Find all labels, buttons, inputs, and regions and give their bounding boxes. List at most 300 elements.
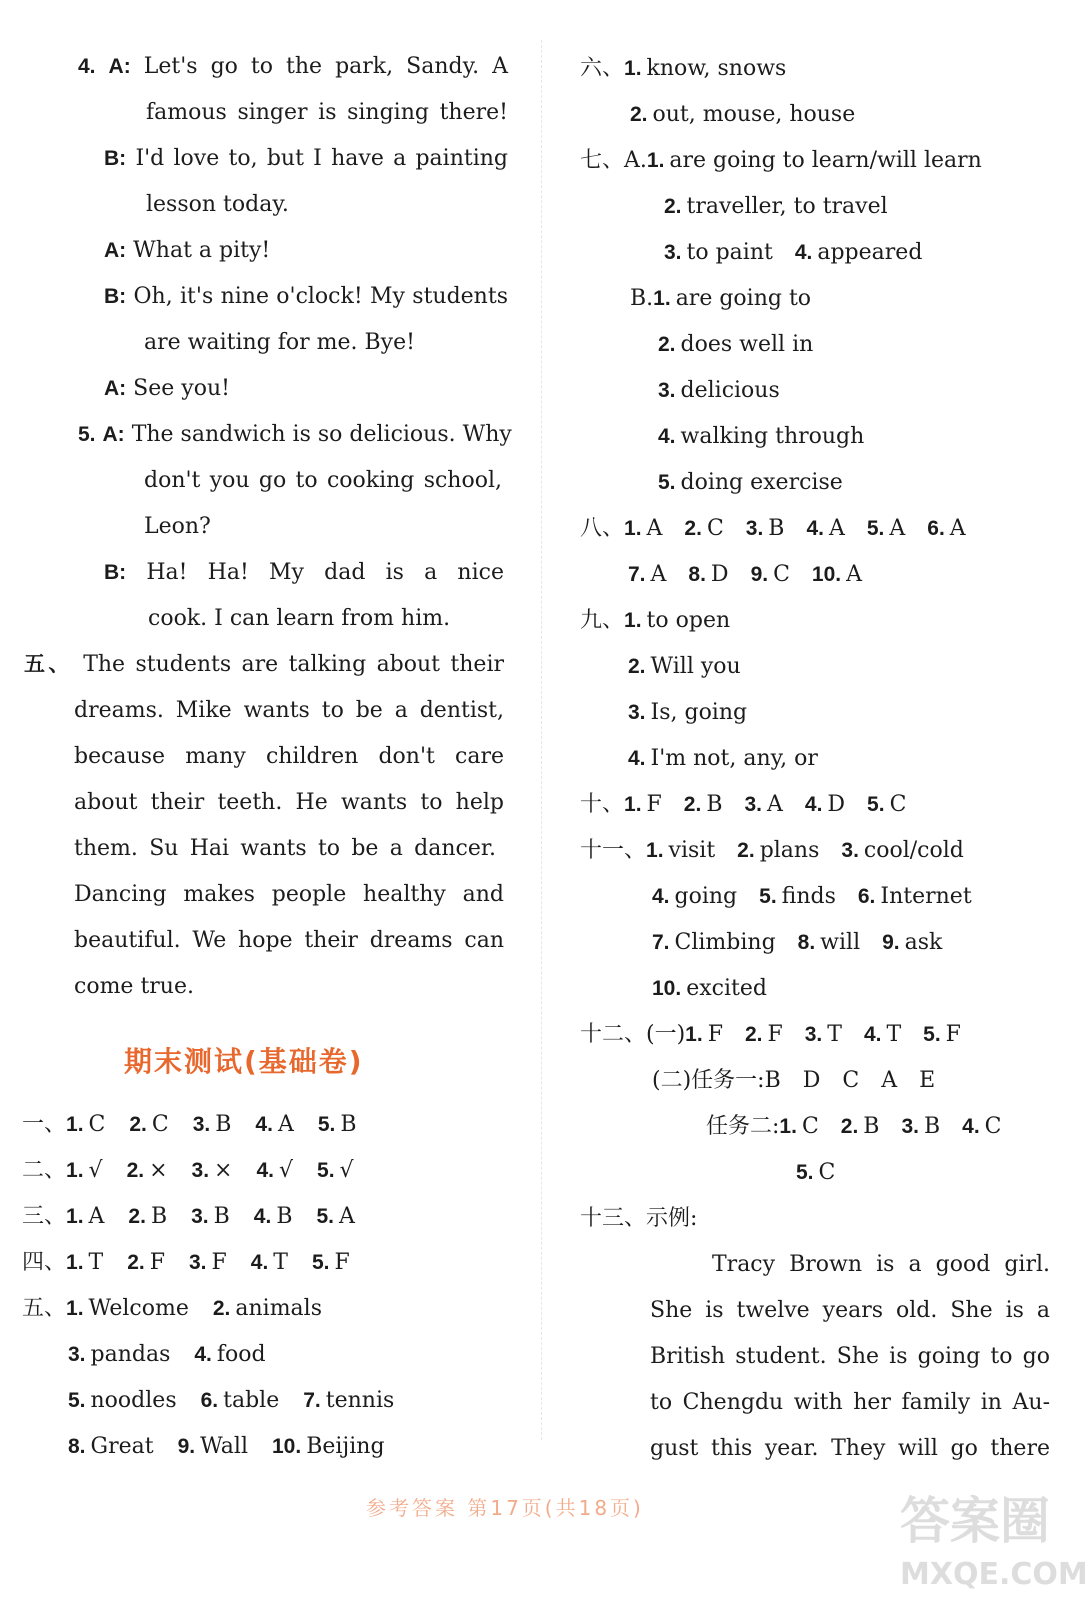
line-text: The sandwich is so delicious. Why xyxy=(131,422,512,447)
section-number: 六、 xyxy=(580,56,625,81)
answer-row xyxy=(580,790,928,820)
answer-item xyxy=(316,1202,354,1232)
answer-number: 2. xyxy=(840,1115,859,1138)
answer-number: 1. xyxy=(779,1115,797,1138)
line-text: The students are talking about their xyxy=(83,652,504,677)
answer-number: 9. xyxy=(177,1435,196,1458)
page-footer: 参考答案 第17页(共18页) xyxy=(366,1496,644,1520)
answer-item xyxy=(751,560,790,590)
answer-text: B xyxy=(863,1114,880,1139)
speaker-label: B: xyxy=(104,561,127,584)
watermark-url: MXQE.COM xyxy=(900,1557,1088,1592)
answer-number: 7. xyxy=(303,1389,321,1412)
answer-number: 1. xyxy=(624,609,642,632)
text-line xyxy=(104,374,230,404)
answer-text: Is, going xyxy=(650,700,748,725)
answer-row xyxy=(796,1158,857,1188)
answer-text: are going to xyxy=(675,286,812,311)
answer-item xyxy=(68,1432,154,1462)
answer-text: out, mouse, house xyxy=(652,102,856,127)
item-number: 4. xyxy=(78,55,96,78)
line-text: about their teeth. He wants to help xyxy=(74,790,504,815)
answer-item xyxy=(624,790,662,820)
answer-text: pandas xyxy=(90,1342,171,1367)
answer-item xyxy=(842,1066,859,1096)
text-line xyxy=(104,236,270,266)
answer-item xyxy=(685,1020,723,1050)
answer-text: Beijing xyxy=(306,1434,385,1459)
section-number: 七、A. xyxy=(580,148,647,173)
answer-number: 5. xyxy=(316,1205,334,1228)
answer-item xyxy=(745,1020,783,1050)
answer-text: T xyxy=(273,1250,288,1275)
answer-text: C xyxy=(801,1114,819,1139)
column-divider xyxy=(541,40,542,1440)
answer-item xyxy=(882,928,942,958)
answer-number: 10. xyxy=(652,977,682,1000)
answer-item xyxy=(624,54,786,84)
section-number: 四、 xyxy=(22,1250,67,1275)
answer-text: Internet xyxy=(880,884,972,909)
answer-text: Will you xyxy=(650,654,741,679)
answer-item xyxy=(178,1432,248,1462)
answer-item xyxy=(128,1202,167,1232)
section-number: 十、 xyxy=(580,792,625,817)
answer-item xyxy=(858,882,972,912)
answer-item xyxy=(737,836,819,866)
answer-item xyxy=(127,1248,165,1278)
answer-number: 1. xyxy=(66,1159,84,1182)
text-line xyxy=(74,972,194,1002)
speaker-label: A: xyxy=(108,55,131,78)
answer-row xyxy=(22,1248,374,1278)
answer-text: table xyxy=(223,1388,280,1413)
answer-number: 1. xyxy=(624,517,642,540)
answer-text: cool/cold xyxy=(863,838,964,863)
answer-item xyxy=(66,1248,103,1278)
answer-item xyxy=(864,1020,901,1050)
line-text: don't you go to cooking school, xyxy=(144,468,502,493)
answer-text: food xyxy=(216,1342,266,1367)
answer-item xyxy=(803,1066,821,1096)
text-line xyxy=(78,420,512,450)
answer-item xyxy=(251,1248,288,1278)
answer-text: C xyxy=(818,1160,836,1185)
answer-row xyxy=(664,238,944,268)
essay-line: Tracy Brown is a good girl. xyxy=(712,1252,1050,1277)
answer-row xyxy=(22,1110,381,1140)
answer-text: C xyxy=(842,1068,860,1093)
answer-number: 3. xyxy=(189,1251,207,1274)
answer-number: 6. xyxy=(200,1389,219,1412)
answer-item xyxy=(213,1294,322,1324)
answer-item xyxy=(628,744,818,774)
answer-text: B xyxy=(213,1204,230,1229)
answer-number: 3. xyxy=(744,793,762,816)
answer-text: walking through xyxy=(680,424,865,449)
answer-item xyxy=(806,514,844,544)
answer-text: plans xyxy=(759,838,820,863)
answer-number: 1. xyxy=(646,149,665,172)
answer-number: 4. xyxy=(794,241,813,264)
answer-number: 9. xyxy=(750,563,769,586)
answer-text: to open xyxy=(646,608,731,633)
answer-text: F xyxy=(707,1022,723,1047)
speaker-label: A: xyxy=(104,239,127,262)
answer-item xyxy=(901,1112,940,1142)
answer-number: 5. xyxy=(658,471,676,494)
answer-text: C xyxy=(984,1114,1002,1139)
section-number: 二、 xyxy=(22,1158,67,1183)
answer-number: 3. xyxy=(804,1023,823,1046)
answer-item xyxy=(688,560,728,590)
answer-number: 10. xyxy=(272,1435,302,1458)
answer-text: appeared xyxy=(817,240,923,265)
line-text: See you! xyxy=(133,376,230,401)
answer-text: excited xyxy=(686,976,767,1001)
section-number: 五、 xyxy=(22,1296,67,1321)
section-number: 八、 xyxy=(580,516,625,541)
answer-number: 4. xyxy=(253,1205,272,1228)
line-text: come true. xyxy=(74,974,194,999)
answer-text: A xyxy=(646,516,663,541)
answer-item xyxy=(646,836,715,866)
answer-text: doing exercise xyxy=(680,470,843,495)
answer-number: 2. xyxy=(628,655,646,678)
section-title: 期末测试(基础卷) xyxy=(124,1045,364,1078)
answer-number: 3. xyxy=(664,241,682,264)
item-number: 五、 xyxy=(24,653,73,676)
answer-text: B xyxy=(215,1112,232,1137)
answer-text: animals xyxy=(235,1296,322,1321)
answer-item xyxy=(628,698,747,728)
answer-number: 6. xyxy=(857,885,876,908)
answer-item xyxy=(805,790,845,820)
answer-text: B xyxy=(923,1114,941,1139)
answer-text: A xyxy=(828,516,845,541)
answer-item xyxy=(189,1248,227,1278)
essay-line: British student. She is going to go xyxy=(650,1344,1050,1369)
text-line xyxy=(74,880,504,910)
answer-row xyxy=(652,1066,957,1096)
answer-item xyxy=(795,238,923,268)
watermark-logo xyxy=(896,1476,1088,1594)
answer-number: 1. xyxy=(66,1205,84,1228)
section-number: B. xyxy=(630,286,654,311)
answer-item xyxy=(129,1110,168,1140)
answer-number: 4. xyxy=(194,1343,212,1366)
answer-text: F xyxy=(945,1022,961,1047)
answer-item xyxy=(68,1340,170,1370)
answer-item xyxy=(812,560,862,590)
answer-number: 5. xyxy=(923,1023,941,1046)
answer-item xyxy=(647,146,982,176)
answer-number: 10. xyxy=(811,563,842,586)
answer-item xyxy=(201,1386,280,1416)
answer-item xyxy=(193,1110,232,1140)
answer-number: 2. xyxy=(126,1159,145,1182)
text-line xyxy=(104,282,508,312)
answer-number: 3. xyxy=(68,1343,86,1366)
answer-number: 2. xyxy=(127,1251,145,1274)
section-number: 十二、(一) xyxy=(580,1022,686,1047)
answer-text: A xyxy=(889,516,906,541)
speaker-label: B: xyxy=(104,147,127,170)
answer-text: A xyxy=(767,792,783,817)
answer-item xyxy=(192,1156,233,1186)
answer-number: 5. xyxy=(68,1389,86,1412)
answer-number: 9. xyxy=(882,931,900,954)
answer-item xyxy=(841,836,963,866)
line-text: Dancing makes people healthy and xyxy=(74,882,504,907)
speaker-label: B: xyxy=(104,285,127,308)
answer-text: D xyxy=(802,1068,821,1093)
answer-text: going xyxy=(674,884,738,909)
answer-text: B xyxy=(764,1068,781,1093)
answer-number: 5. xyxy=(759,885,777,908)
text-line xyxy=(146,190,289,220)
line-text: because many children don't care xyxy=(74,744,504,769)
answer-number: 2. xyxy=(128,1205,146,1228)
essay-line: She is twelve years old. She is a xyxy=(650,1298,1050,1323)
answer-number: 4. xyxy=(255,1113,273,1136)
answer-item xyxy=(191,1202,230,1232)
speaker-label: A: xyxy=(104,377,127,400)
answer-item xyxy=(652,974,767,1004)
answer-row xyxy=(652,882,994,912)
answer-row xyxy=(68,1432,409,1462)
answer-number: 2. xyxy=(737,839,755,862)
answer-text: are going to learn/will learn xyxy=(669,148,982,173)
answer-text: T xyxy=(88,1250,104,1275)
answer-item xyxy=(684,514,723,544)
answer-number: 1. xyxy=(653,287,671,310)
answer-text: F xyxy=(211,1250,227,1275)
answer-text: B xyxy=(340,1112,357,1137)
answer-item xyxy=(867,514,905,544)
answer-number: 5. xyxy=(317,1113,336,1136)
section-number: 一、 xyxy=(22,1112,67,1137)
answer-number: 1. xyxy=(624,793,642,816)
answer-number: 4. xyxy=(962,1115,980,1138)
answer-number: 8. xyxy=(688,563,706,586)
answer-item xyxy=(68,1386,177,1416)
answer-item xyxy=(254,1202,293,1232)
line-text: Leon? xyxy=(144,514,211,539)
answer-item xyxy=(744,790,782,820)
answer-text: does well in xyxy=(680,332,814,357)
essay-line: to Chengdu with her family in Au- xyxy=(650,1390,1050,1415)
answer-text: delicious xyxy=(680,378,780,403)
answer-number: 2. xyxy=(212,1297,231,1320)
answer-row xyxy=(22,1294,346,1324)
answer-item xyxy=(867,790,906,820)
answer-row xyxy=(22,1156,378,1186)
answer-number: 2. xyxy=(630,103,648,126)
line-text: are waiting for me. Bye! xyxy=(144,330,415,355)
item-number: 5. xyxy=(78,423,96,446)
answer-row xyxy=(580,1204,697,1234)
answer-row xyxy=(628,698,769,728)
answer-item xyxy=(255,1110,293,1140)
answer-text: √ xyxy=(278,1158,294,1183)
text-line xyxy=(104,558,504,588)
answer-row xyxy=(628,652,763,682)
speaker-label: A: xyxy=(102,423,125,446)
answer-number: 5. xyxy=(311,1251,330,1274)
answer-item xyxy=(66,1156,103,1186)
section-number: 三、 xyxy=(22,1204,67,1229)
answer-row xyxy=(580,146,1004,176)
text-line xyxy=(74,696,504,726)
line-text: famous singer is singing there! xyxy=(146,100,508,125)
answer-text: F xyxy=(149,1250,165,1275)
answer-item xyxy=(962,1112,1001,1142)
answer-number: 3. xyxy=(745,517,764,540)
answer-row xyxy=(580,606,752,636)
text-line xyxy=(148,604,450,634)
answer-text: F xyxy=(646,792,662,817)
line-text: dreams. Mike wants to be a dentist, xyxy=(74,698,504,723)
answer-number: 4. xyxy=(256,1159,274,1182)
answer-number: 3. xyxy=(628,701,646,724)
answer-item xyxy=(272,1432,385,1462)
answer-text: A xyxy=(650,562,667,587)
answer-row xyxy=(652,974,789,1004)
answer-row xyxy=(68,1340,290,1370)
answer-item xyxy=(256,1156,293,1186)
answer-row xyxy=(664,192,910,222)
answer-text: A xyxy=(881,1068,898,1093)
answer-text: C xyxy=(706,516,724,541)
answer-text: A xyxy=(88,1204,105,1229)
answer-number: 5. xyxy=(866,517,885,540)
answer-text: T xyxy=(886,1022,902,1047)
answer-row xyxy=(580,1020,983,1050)
answer-item xyxy=(919,1066,935,1096)
text-line xyxy=(74,788,504,818)
text-line xyxy=(74,926,504,956)
answer-number: 4. xyxy=(806,517,824,540)
answer-item xyxy=(66,1294,189,1324)
line-text: What a pity! xyxy=(133,238,271,263)
answer-number: 1. xyxy=(646,839,664,862)
line-text: cook. I can learn from him. xyxy=(148,606,451,631)
answer-item xyxy=(66,1202,104,1232)
text-line xyxy=(104,144,508,174)
answer-text: will xyxy=(820,930,861,955)
answer-row xyxy=(658,422,886,452)
answer-number: 8. xyxy=(68,1435,86,1458)
answer-row xyxy=(628,744,840,774)
answer-row xyxy=(706,1112,1024,1142)
answer-item xyxy=(779,1112,818,1142)
answer-item xyxy=(317,1156,354,1186)
answer-text: E xyxy=(919,1068,936,1093)
answer-text: Great xyxy=(90,1434,154,1459)
answer-item xyxy=(765,1066,781,1096)
answer-number: 3. xyxy=(191,1159,210,1182)
answer-item xyxy=(194,1340,265,1370)
answer-item xyxy=(881,1066,897,1096)
line-text: Ha! Ha! My dad is a nice xyxy=(146,560,504,585)
answer-text: traveller, to travel xyxy=(686,194,888,219)
text-line xyxy=(144,512,211,542)
answer-number: 2. xyxy=(744,1023,763,1046)
line-text: lesson today. xyxy=(146,192,289,217)
answer-text: Climbing xyxy=(674,930,776,955)
essay-line: gust this year. They will go there xyxy=(650,1436,1050,1461)
answer-text: noodles xyxy=(90,1388,177,1413)
answer-number: 4. xyxy=(652,885,670,908)
answer-item xyxy=(684,790,723,820)
answer-item xyxy=(927,514,965,544)
answer-text: C xyxy=(88,1112,106,1137)
answer-text: × xyxy=(149,1158,168,1183)
section-number: 十一、 xyxy=(580,838,647,863)
answer-number: 1. xyxy=(66,1251,84,1274)
answer-item xyxy=(653,284,811,314)
text-line xyxy=(24,650,504,680)
answer-item xyxy=(664,192,888,222)
answer-item xyxy=(628,652,741,682)
answer-number: 3. xyxy=(192,1113,211,1136)
answer-text: tennis xyxy=(325,1388,395,1413)
answer-number: 2. xyxy=(664,195,682,218)
answer-row xyxy=(630,284,833,314)
answer-text: A xyxy=(949,516,966,541)
answer-item xyxy=(658,468,843,498)
answer-item xyxy=(759,882,836,912)
answer-text: C xyxy=(889,792,907,817)
section-number: 十三、示例: xyxy=(580,1206,698,1231)
answer-text: D xyxy=(827,792,846,817)
answer-item xyxy=(127,1156,168,1186)
answer-text: B xyxy=(768,516,785,541)
answer-text: ask xyxy=(904,930,943,955)
answer-text: I'm not, any, or xyxy=(650,746,818,771)
answer-row xyxy=(22,1202,379,1232)
answer-text: A xyxy=(339,1204,355,1229)
answer-row xyxy=(68,1386,418,1416)
answer-number: 4. xyxy=(250,1251,269,1274)
answer-item xyxy=(318,1110,357,1140)
answer-text: Wall xyxy=(200,1434,248,1459)
section-number: (二)任务一: xyxy=(652,1068,765,1093)
answer-item xyxy=(652,928,776,958)
answer-row xyxy=(630,100,877,130)
answer-text: B xyxy=(150,1204,168,1229)
answer-item xyxy=(624,606,730,636)
watermark-chars: 答案圈 xyxy=(900,1492,1050,1550)
answer-number: 4. xyxy=(863,1023,882,1046)
answer-number: 3. xyxy=(841,839,859,862)
answer-number: 1. xyxy=(624,57,642,80)
answer-text: A xyxy=(277,1112,294,1137)
answer-number: 5. xyxy=(867,793,885,816)
answer-row xyxy=(658,376,802,406)
line-text: Let's go to the park, Sandy. A xyxy=(143,54,509,79)
answer-item xyxy=(658,330,813,360)
answer-item xyxy=(923,1020,961,1050)
answer-item xyxy=(652,882,737,912)
answer-number: 4. xyxy=(804,793,823,816)
answer-text: Welcome xyxy=(88,1296,189,1321)
answer-row xyxy=(580,54,808,84)
answer-item xyxy=(746,514,785,544)
line-text: beautiful. We hope their dreams can xyxy=(74,928,504,953)
answer-number: 7. xyxy=(652,931,670,954)
